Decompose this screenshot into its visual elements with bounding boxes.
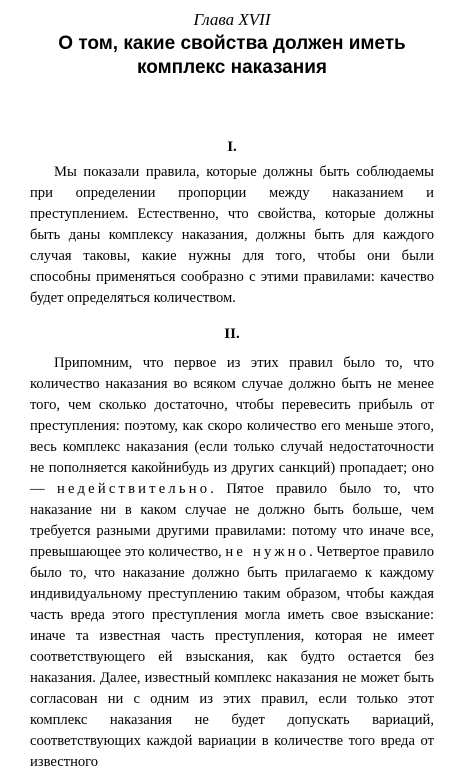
section-number-2: II.: [224, 326, 240, 342]
chapter-title: О том, какие свойства должен иметь комплекс наказания: [58, 33, 406, 78]
section-2-text-part-2: . Пятое правило было то, что наказание ни в каком случае не должно быть больше, чем требуется разными другими правилами: потому что иначе все, превышающее это количество,: [30, 481, 434, 560]
section-2-text-part-1: Припомним, что первое из этих правил было то, что количество наказания во всяком случае должно быть не менее того, чем сколько достаточно, чтобы перевесить прибыль от преступления: поэтому, как скоро количество его меньше этого, весь комплекс наказания (если только случай недостаточности не пополняется какойнибудь из других санкций) пропадает; оно —: [30, 355, 434, 497]
emphasis-spaced-word-1: недействительно: [57, 481, 211, 497]
book-page: [30, 10, 434, 773]
emphasis-spaced-word-2: не нужно: [225, 544, 310, 560]
section-1-paragraph: Мы показали правила, которые должны быть соблюдаемы при определении пропорции между наказанием и преступлением. Естественно, что свойства, которые должны быть даны комплексу наказания, должны быть для каждого случая таковы, какие нужны для того, чтобы они были способны применяться сообразно с этими правилами: качество будет определяться количеством.: [30, 164, 434, 306]
chapter-label: Глава XVII: [193, 10, 271, 29]
section-2-paragraph: [30, 353, 434, 773]
section-2-text-part-3: . Четвертое правило было то, что наказание должно быть прилагаемо к каждому индивидуальному преступлению таким образом, чтобы каждая часть вреда этого преступления могла иметь свое взыскание: иначе та известная часть преступления, которая не имеет соответствующего ей взыскания, как будто остается без наказания. Далее, известный комплекс наказания не может быть согласован ни с одним из этих правил, если только этот комплекс наказания не будет допускать вариаций, соответствующих каждой вариации в количестве того вреда от известного: [30, 544, 434, 770]
section-number-1: I.: [227, 139, 237, 155]
